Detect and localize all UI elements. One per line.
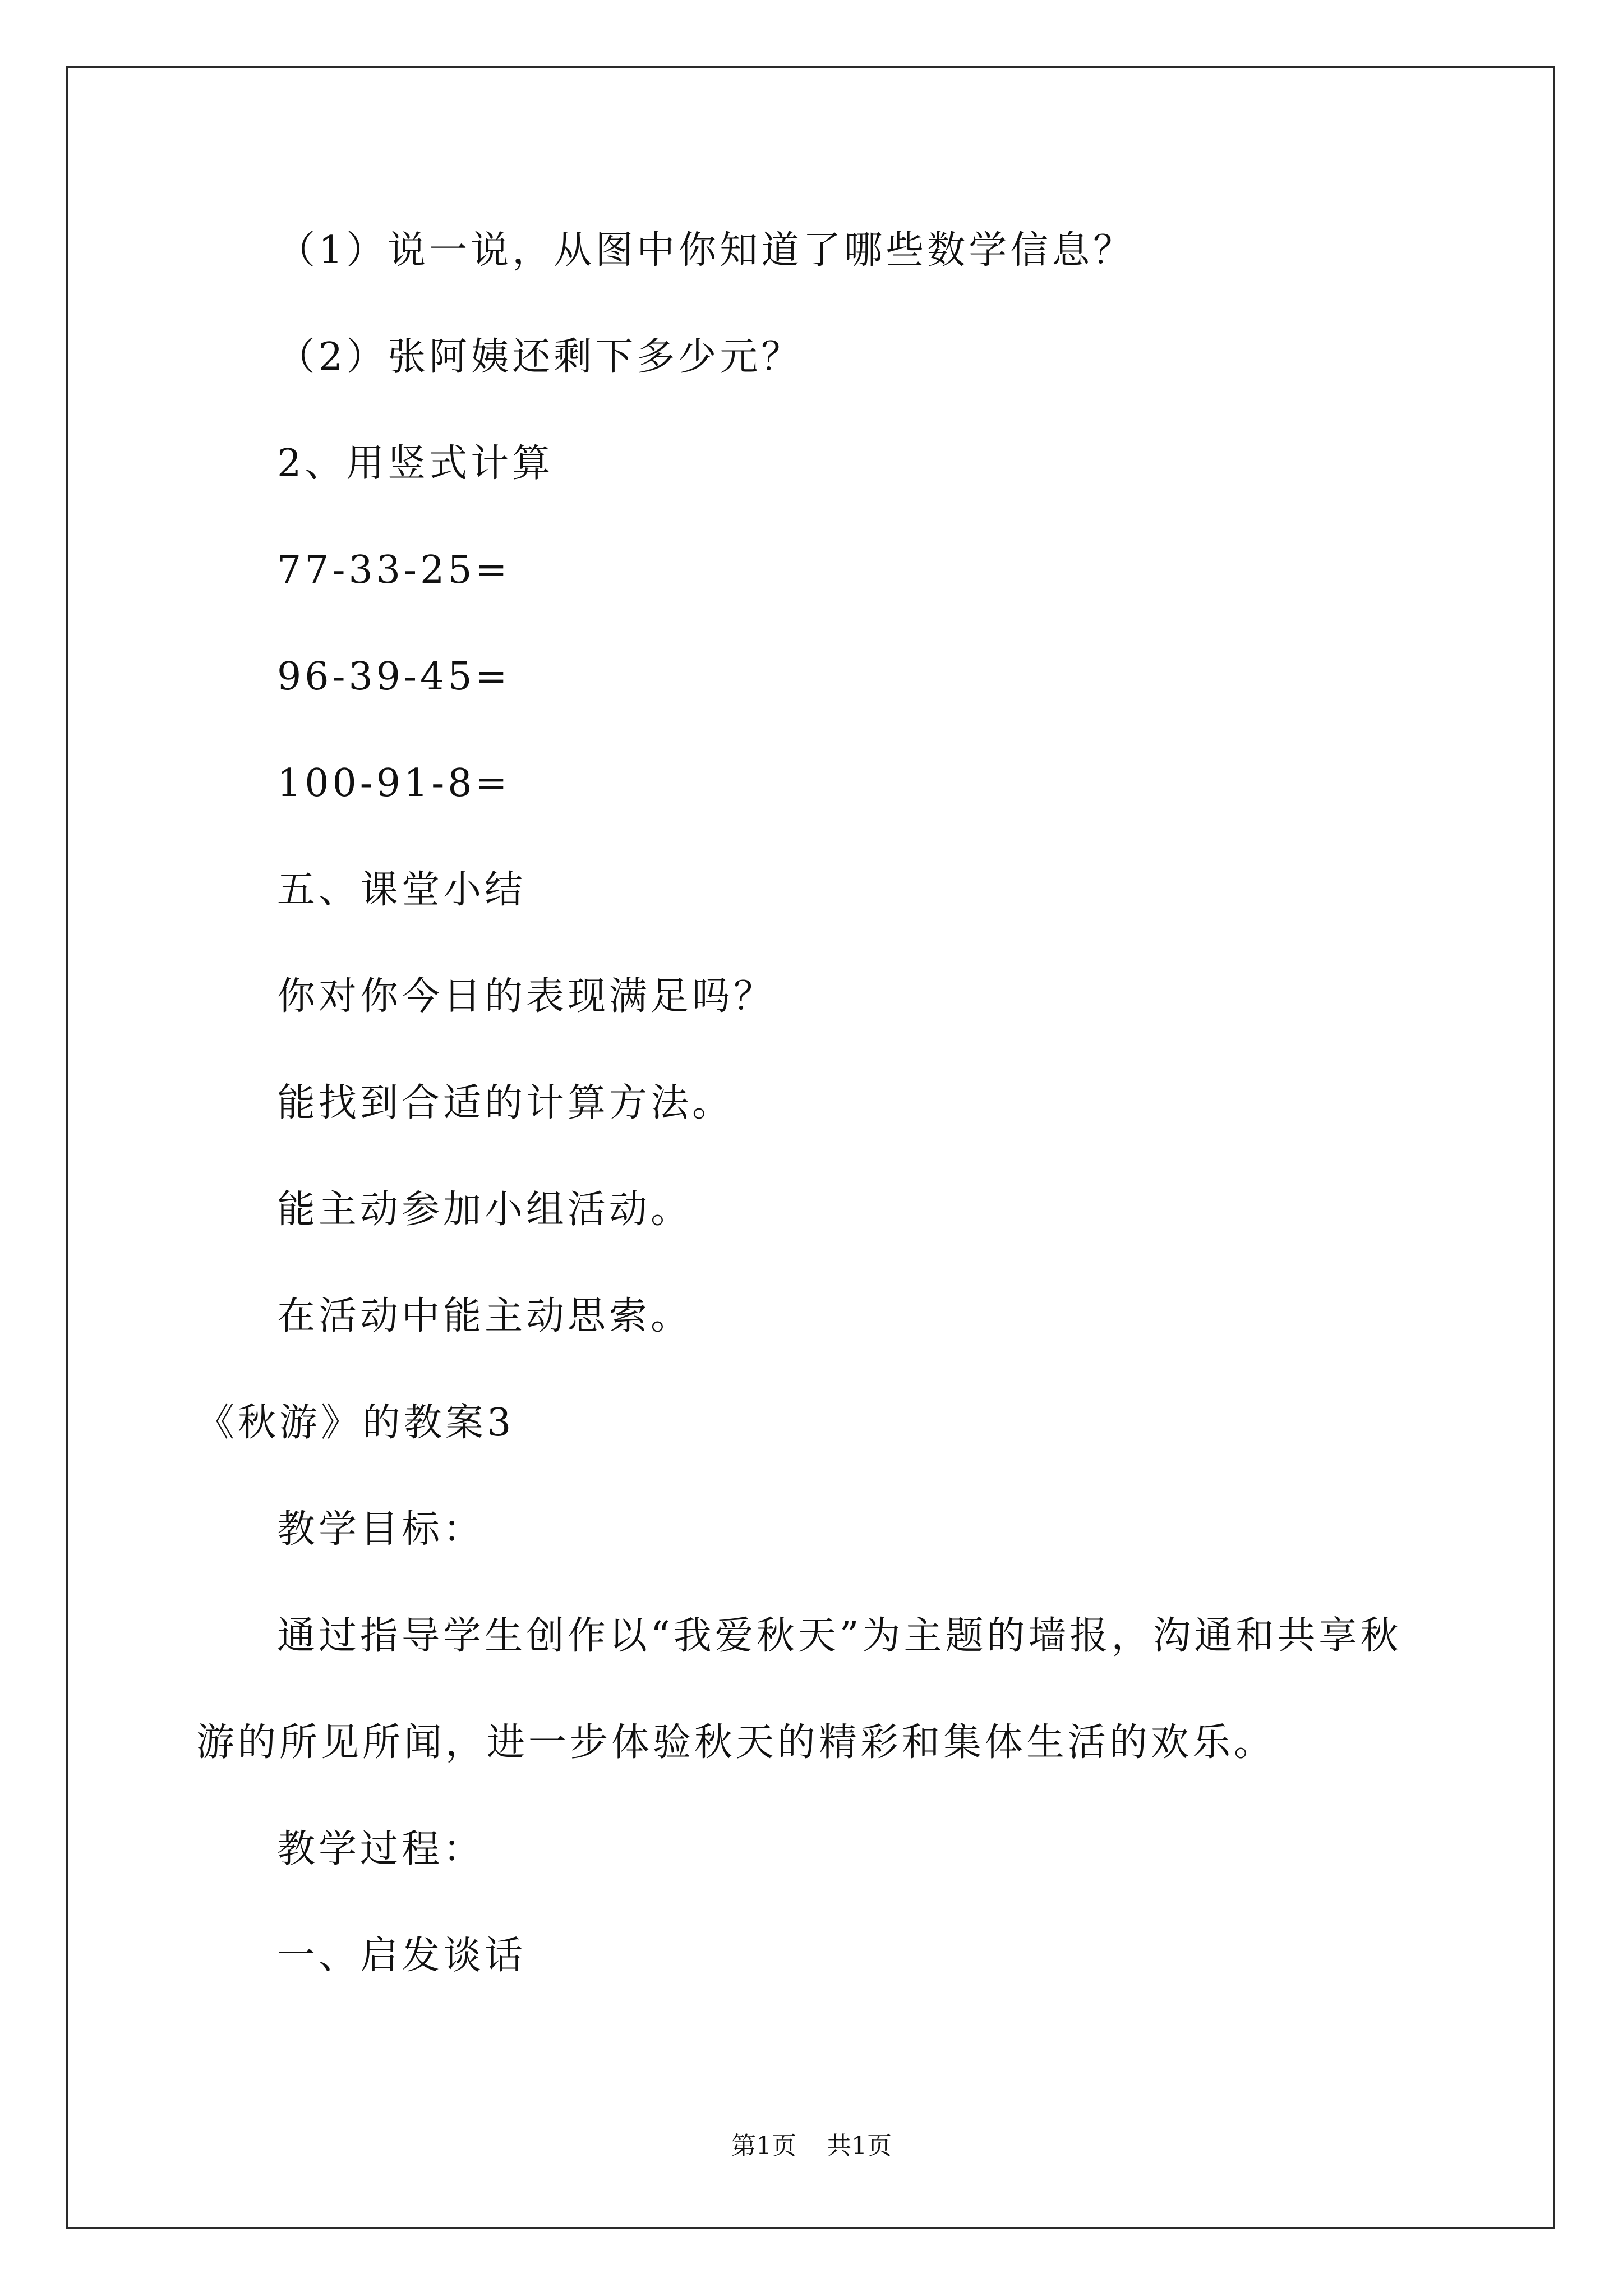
paragraph: 能主动参加小组活动。 <box>277 1188 693 1232</box>
section-heading-summary: 五、课堂小结 <box>277 868 527 912</box>
section-heading-goals: 教学目标： <box>277 1507 485 1552</box>
question-2: （2）张阿姨还剩下多少元？ <box>277 335 803 379</box>
section-heading-process: 教学过程： <box>277 1827 485 1871</box>
question-1: （1）说一说，从图中你知道了哪些数学信息？ <box>277 228 1135 273</box>
page-number-current: 第1页 <box>731 2132 796 2160</box>
paragraph: 能找到合适的计算方法。 <box>277 1081 734 1125</box>
page-border <box>66 66 1555 2229</box>
page-footer <box>0 2129 1623 2163</box>
equation-2: 96-39-45= <box>277 655 511 699</box>
paragraph-continued: 游的所见所闻，进一步体验秋天的精彩和集体生活的欢乐。 <box>196 1720 1276 1765</box>
paragraph: 通过指导学生创作以“我爱秋天”为主题的墙报，沟通和共享秋 <box>277 1614 1402 1658</box>
page-number-total: 共1页 <box>827 2132 892 2160</box>
document-title: 《秋游》的教案3 <box>196 1401 515 1445</box>
equation-3: 100-91-8= <box>277 761 511 806</box>
paragraph: 你对你今日的表现满足吗？ <box>277 974 776 1019</box>
section-heading-talk: 一、启发谈话 <box>277 1934 527 1978</box>
exercise-heading: 2、用竖式计算 <box>277 441 554 486</box>
paragraph: 在活动中能主动思索。 <box>277 1294 693 1338</box>
equation-1: 77-33-25= <box>277 548 511 592</box>
